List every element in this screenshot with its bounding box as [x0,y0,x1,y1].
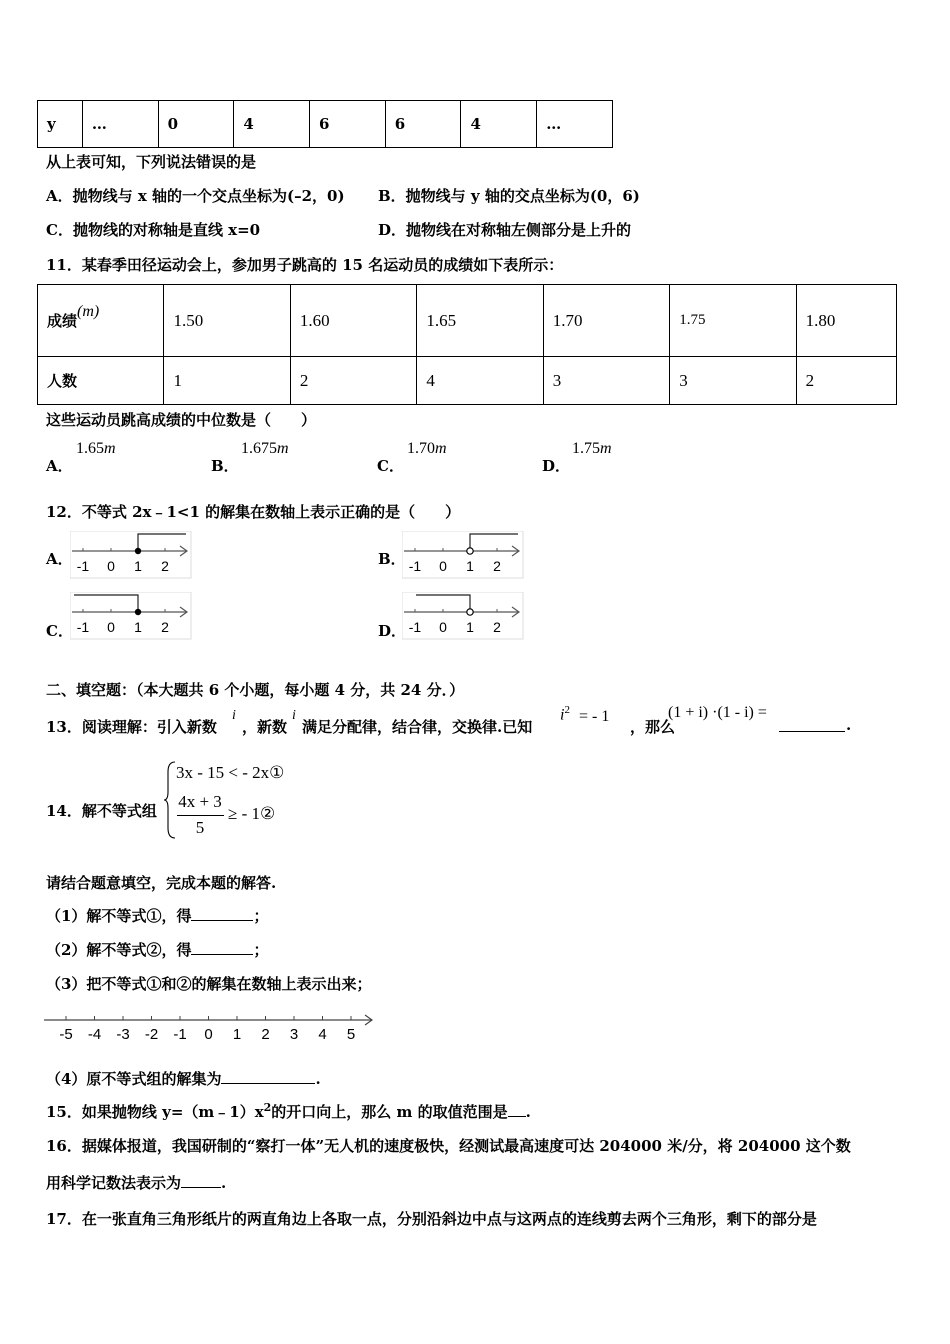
tick-label: -2 [144,1026,159,1043]
tick-label: 1 [466,619,474,635]
closed-dot [135,548,141,554]
table-row [38,101,613,148]
table-row [38,285,897,357]
tick-label: 2 [261,1026,270,1043]
table-cell: y [38,101,83,148]
q16-line1: 16．据媒体报道，我国研制的“察打一体”无人机的速度极快，经测试最高速度可达 204000 米/分，将 204000 这个数 [46,1137,851,1155]
table-cell: 4 [417,357,543,405]
table-cell: … [82,101,158,148]
q12-option-b-label: B． [378,550,406,568]
q13-middle: 满足分配律，结合律，交换律.已知 [302,718,533,736]
q16-line2: 用科学记数法表示为 . [46,1174,227,1192]
section-heading: 二、填空题：（本大题共 6 个小题，每小题 4 分，共 24 分．） [46,681,465,699]
q13-middle: ，那么 [630,718,676,736]
solution-bracket [74,595,138,612]
tick-label: -1 [76,558,90,574]
option-label: B． [211,457,239,475]
q14-part1: （1）解不等式①，得 ； [46,907,269,925]
q13-eq: = - 1 [579,708,610,725]
tick-label: 4 [318,1026,327,1043]
table-cell: 6 [385,101,461,148]
system-brace [163,760,177,840]
q15: 15．如果抛物线 $y=(m﹣1)x^2$的开口向上，那么 m 的取值范围是 . [46,1101,531,1121]
table-cell: 1.50 [164,285,290,357]
solution-bracket [416,595,470,609]
q13-i: i [292,708,296,723]
q10-option-c: C．抛物线的对称轴是直线 x=0 [46,221,261,239]
q13-expression: (1 + i) ·(1 - i) = [668,704,767,721]
q11-options [46,440,746,476]
q14-part4: （4）原不等式组的解集为 . [46,1070,321,1088]
table-header-cell: 人数 [38,357,164,405]
tick-label: -1 [173,1026,187,1043]
q13 [46,704,906,744]
tick-label: 1 [134,558,142,574]
q10-stem: 从上表可知，下列说法错误的是 [46,153,257,171]
number-line-d [402,592,524,640]
q12-option-a-label: A． [46,550,73,568]
q14-part2: （2）解不等式②，得 ； [46,941,269,959]
option-label: A． [46,457,73,475]
answer-blank[interactable] [508,1101,526,1117]
q13-i-squared: $i^2$ [560,704,570,724]
high-jump-table [37,284,897,405]
option-value: 1.675m [241,440,289,457]
number-line-b [402,531,524,579]
tick-label: 0 [439,558,447,574]
answer-blank[interactable] [221,1068,315,1084]
tick-label: 1 [134,619,142,635]
tick-label: -4 [87,1026,102,1043]
table-cell: 1.70 [543,285,669,357]
function-value-table [37,100,613,148]
score-label: 成绩 [47,312,78,330]
q13-i: i [232,708,236,723]
tick-label: 0 [107,619,115,635]
table-cell: 4 [461,101,537,148]
q10-option-d: D．抛物线在对称轴左侧部分是上升的 [378,221,632,239]
tick-label: 0 [107,558,115,574]
table-cell: 2 [796,357,896,405]
table-cell: 1.75 [670,285,796,357]
number-line-q14 [44,1008,376,1046]
q10-option-a: A．抛物线与 x 轴的一个交点坐标为(–2，0) [46,187,345,205]
table-header-cell [38,285,164,357]
inequality-1: 3x - 15 < - 2x① [176,763,285,782]
tick-label: 2 [493,619,501,635]
unit-label: (m) [77,303,100,320]
table-cell: 2 [290,357,416,405]
tick-label: -1 [76,619,90,635]
tick-label: 0 [439,619,447,635]
tick-label: 0 [204,1026,213,1043]
table-cell: … [537,101,613,148]
open-dot [467,609,473,615]
table-cell: 4 [234,101,310,148]
tick-label: -5 [59,1026,73,1043]
q14-prefix: 14．解不等式组 [46,802,157,820]
q14-part3: （3）把不等式①和②的解集在数轴上表示出来； [46,975,372,993]
number-line-a [70,531,192,579]
q13-end: . [846,716,852,734]
table-cell: 0 [158,101,234,148]
q11-question: 这些运动员跳高成绩的中位数是（ ） [46,411,317,429]
inequality-2-denominator: 5 [195,818,205,837]
tick-label: 1 [232,1026,242,1043]
open-dot [467,548,473,554]
solution-bracket [470,534,518,548]
tick-label: -3 [116,1026,130,1043]
q12-option-c-label: C． [46,622,73,640]
tick-label: 2 [161,558,169,574]
option-label: D． [542,457,571,475]
tick-label: 2 [161,619,169,635]
tick-label: 3 [289,1026,299,1043]
table-cell: 3 [670,357,796,405]
inequality-2-numerator: 4x + 3 [178,792,222,811]
table-cell: 1.65 [417,285,543,357]
option-value: 1.75m [572,440,612,457]
table-cell: 3 [543,357,669,405]
table-cell: 6 [310,101,386,148]
answer-blank[interactable] [191,939,253,955]
option-value: 1.65m [76,440,116,457]
q17-line1: 17．在一张直角三角形纸片的两直角边上各取一点，分别沿斜边中点与这两点的连线剪去两个三角形，剩下的部分是 [46,1210,817,1228]
inequality-2-rhs: ≥ - 1② [228,804,276,823]
tick-label: 1 [466,558,474,574]
answer-blank[interactable] [779,716,845,732]
q13-middle: ，新数 [242,718,288,736]
tick-label: -1 [408,558,422,574]
table-cell: 1.80 [796,285,896,357]
answer-blank[interactable] [191,905,253,921]
tick-label: -1 [408,619,422,635]
option-label: C． [377,457,404,475]
closed-dot [135,609,141,615]
tick-label: 2 [493,558,501,574]
answer-blank[interactable] [181,1172,221,1188]
q11-stem: 11．某春季田径运动会上，参加男子跳高的 15 名运动员的成绩如下表所示： [46,256,564,274]
number-line-c [70,592,192,640]
q13-prefix: 13．阅读理解：引入新数 [46,718,217,736]
q10-option-b: B．抛物线与 y 轴的交点坐标为(0，6) [378,187,640,205]
q12-option-d-label: D． [378,622,407,640]
q14-instruction: 请结合题意填空，完成本题的解答. [46,874,277,892]
table-cell: 1.60 [290,285,416,357]
table-row [38,357,897,405]
table-cell: 1 [164,357,290,405]
tick-label: 5 [346,1026,356,1043]
q12-stem: 12．不等式 2x﹣1<1 的解集在数轴上表示正确的是（ ） [46,503,461,521]
solution-bracket [138,534,186,551]
option-value: 1.70m [407,440,447,457]
fraction-bar [177,815,224,816]
